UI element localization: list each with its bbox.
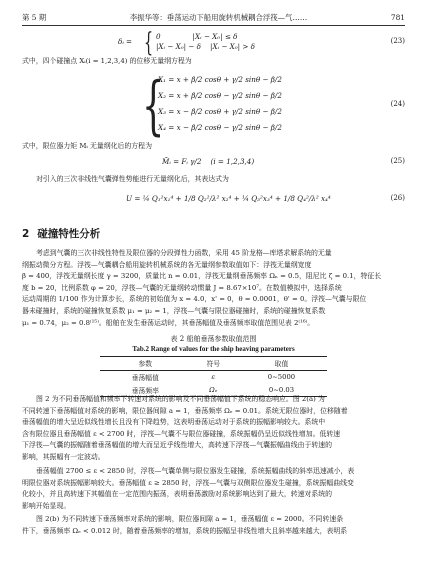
eq24-intro: 式中，四个碰撞点 Xᵢ(i = 1,2,3,4) 的位移无量纲方程为 (22, 57, 192, 65)
eq24-row-4: X₄ = x − β/2 cosθ − γ/2 sinθ − β/2 (158, 123, 282, 132)
running-title: 李振华等：垂荡运动下船用旋转机械耦合浮筏—气…… (129, 12, 308, 22)
equation-25 (22, 157, 405, 169)
eq25-intro: 式中，限位器力矩 Mᵢ 无量纲化后的方程为 (22, 142, 152, 150)
table-row: 垂荡幅值 ε 0~5000 (131, 373, 296, 383)
page-number: 781 (390, 12, 405, 22)
equation-24 (22, 69, 405, 143)
eq23-number: (23) (390, 37, 405, 45)
eq23-case1: 0 |Xᵢ − X₀| ≤ δ (156, 32, 238, 41)
paragraph-figure2a: 图 2 为不同垂荡幅值和频率下转速对系统的影响及不同垂荡幅值下系统的稳态响应。图 2(a) 为 不同转速下垂荡幅值对系统的影响，限位器间隙 a = 1，垂荡频率 Ωₑ = 0.01。系统无限位器时，位移随着 垂荡幅值的增大呈近似线性增长且没有下降趋势，这表明垂荡运动对于系统的振幅影响较大。系统中 含有限位器且垂荡幅值 ε < 2700 时，浮筏—气囊不与限位器碰撞，系统振幅仍呈近似线性增加。低转速 下浮筏—气囊的振幅随着垂荡幅值的增大而呈近乎线性增大，高转速下浮筏—气囊振幅曲线由于转速的 影响，其振幅有一定波动。 (22, 395, 348, 461)
col-header-value: 取值 (236, 357, 327, 371)
eq23-case2: |Xᵢ − X₀| − δ |Xᵢ − X₀| > δ (156, 42, 255, 51)
header-rule (22, 25, 405, 26)
eq23-brace: { (144, 28, 154, 58)
eq24-number: (24) (390, 100, 405, 108)
col-header-symbol: 符号 (191, 357, 236, 371)
eq25-body: M̄ᵢ = Fᵢ γ/2 (i = 1,2,3,4) (162, 157, 255, 166)
eq26-intro: 对引入的三次非线性气囊弹性势能进行无量纲化后，其表达式为 (36, 175, 229, 183)
eq24-row-2: X₂ = x + β/2 cosθ − γ/2 sinθ − β/2 (158, 91, 282, 100)
paragraph-parameters: 考虑到气囊的三次非线性特性及限位器的分段弹性力函数，采用 45 阶龙格—库塔求解系统的无量 纲振动微分方程。浮筏—气囊耦合船用旋转机械系统的各无量纲参数取值如下：浮筏无量纲宽度 β = 400，浮筏无量纲长度 γ = 3200，质量比 n = 0.01，浮筏无量纲垂荡频率 Ωₙ = 0.5，阻尼比 ζ = 0.1，特征长 度 b = 20，比例系数 φ = 20，浮筏—气囊的无量纲转动惯量 J = 8.67×10⁷。在数值模拟中，选择系统 运动周期的 1/100 作为计算步长，系统的初始值为 x = 4.0，x' = 0，θ = 0.0001，θ' = 0。浮筏—气囊与限位 器未碰撞时，系统的碰撞恢复系数 μ₁ = μ₂ = 1，浮筏—气囊与限位器碰撞时，系统的碰撞恢复系数 μ₁ = 0.74，μ₂ = 0.8⁽¹⁵⁾。船舶在发生垂荡运动时，其垂荡幅值及垂荡频率取值范围见表 2⁽¹⁶⁾。 (22, 249, 382, 327)
section-number: 2 (22, 228, 30, 240)
section-title: 碰撞特性分析 (37, 228, 101, 240)
table-caption-en: Tab.2 Range of values for the ship heaving parameters (132, 345, 295, 353)
table-row: 垂荡频率 Ωₑ 0~0.03 (100, 384, 327, 397)
issue-label: 第 5 期 (22, 12, 47, 22)
table-heaving-parameters (100, 334, 327, 397)
col-header-parameter: 参数 (100, 357, 191, 371)
eq26-number: (26) (390, 194, 405, 202)
section-heading (22, 226, 100, 241)
eq26-body: U = ¼ Q₁²x₁⁴ + 1/8 Q₂²/λ² x₂⁴ + ¼ Q₃²x₃⁴ + 1/8 Q₄²/λ² x₄⁴ (126, 194, 331, 203)
eq24-row-1: X₁ = x + β/2 cosθ + γ/2 sinθ − β/2 (158, 75, 282, 84)
eq25-number: (25) (390, 157, 405, 165)
running-header (22, 10, 405, 24)
parameter-table (100, 356, 327, 397)
eq23-lhs: δᵢ = (118, 37, 133, 46)
table-header-row (100, 357, 327, 371)
paragraph-collision-range: 垂荡幅值 2700 ≤ ε < 2850 时，浮筏—气囊单侧与限位器发生碰撞，系统振幅曲线的斜率迅速减小，表 明限位器对系统振幅影响较大。垂荡幅值 ε ≥ 2850 时，浮筏—气囊与双侧限位器发生碰撞，系统振幅曲线变 化较小，并且高转速下其幅值在一定范围内振荡，表明垂荡激励对系统影响达到了最大，转速对系统的 影响开始显现。 (22, 467, 355, 510)
equation-26 (22, 194, 405, 206)
table-caption-cn: 表 2 船舶垂荡参数取值范围 (170, 335, 257, 343)
paragraph-figure2b: 图 2(b) 为不同转速下垂荡频率对系统的影响，限位器间隙 a = 1，垂荡幅值 ε = 2000。不同转速条 件下，垂荡频率 Ωₑ < 0.012 时，随着垂荡频率的增加，系统的振幅呈非线性增大且斜率越来越大，表明系 (22, 515, 348, 535)
eq24-row-3: X₃ = x − β/2 cosθ + γ/2 sinθ − β/2 (158, 107, 282, 116)
equation-23 (22, 28, 405, 58)
eq24-brace: { (142, 69, 165, 143)
